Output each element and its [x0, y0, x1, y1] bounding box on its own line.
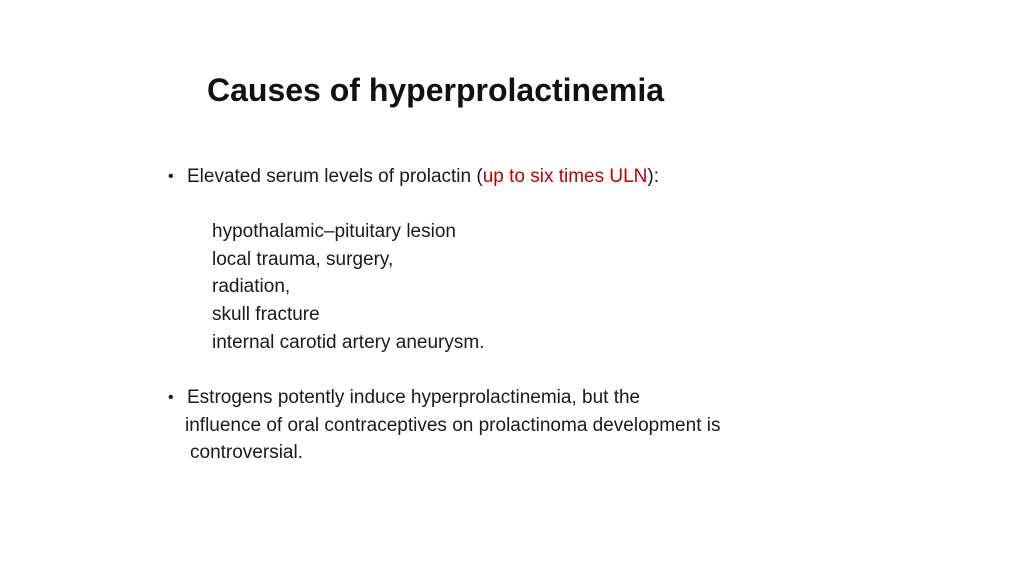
bullet-2-line: Estrogens potently induce hyperprolactinemia, but the [187, 387, 641, 408]
bullet-1-text [187, 166, 659, 188]
bullet-marker-1: • [168, 168, 174, 185]
cause-item: local trauma, surgery, [212, 249, 394, 270]
cause-item: hypothalamic–pituitary lesion [212, 221, 456, 242]
bullet-1-highlight: up to six times ULN [482, 166, 648, 187]
cause-item: internal carotid artery aneurysm. [212, 332, 485, 353]
bullet-1-prefix: Elevated serum levels of prolactin ( [187, 166, 483, 187]
bullet-marker-2: • [168, 389, 174, 406]
cause-item: radiation, [212, 276, 291, 297]
bullet-2-line: controversial. [190, 442, 303, 463]
cause-item: skull fracture [212, 304, 320, 325]
slide-title: Causes of hyperprolactinemia [207, 72, 665, 108]
bullet-1-suffix: ): [647, 166, 660, 187]
bullet-2-line: influence of oral contraceptives on prolactinoma development is [185, 415, 721, 436]
